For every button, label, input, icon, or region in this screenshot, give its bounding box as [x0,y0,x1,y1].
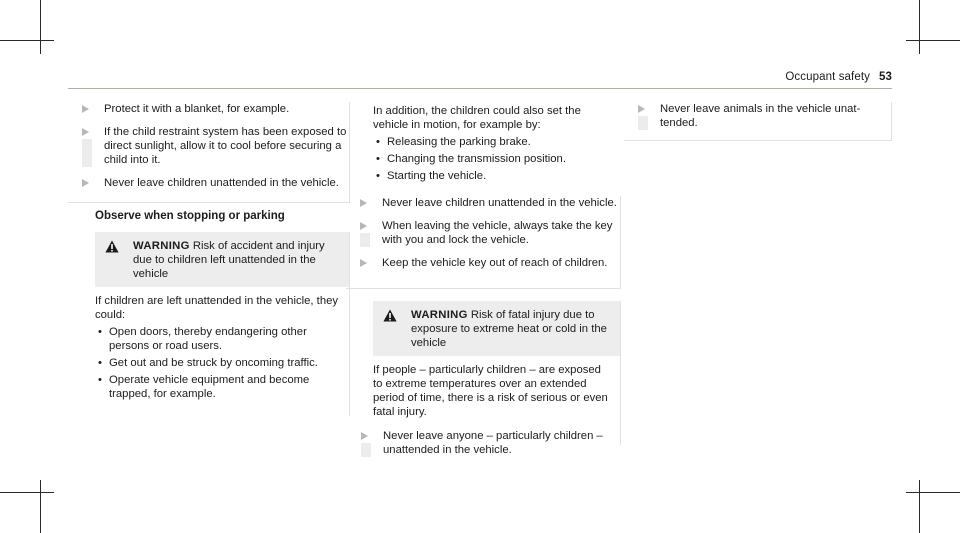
col3-instruction-list [624,102,892,141]
warning-body [373,356,620,472]
warning-label: WARNING [411,309,468,321]
list-item: • Operate vehicle equipment and become trapped, for example. [95,373,341,401]
instruction-item: When leaving the vehicle, always take the key with you and lock the vehicle. [346,219,620,247]
crop-mark [906,492,960,493]
page-number: 53 [879,71,892,83]
warning-title: Risk of accident and injury due to children left unattended in the vehicle [133,240,325,280]
warning-header [373,301,620,356]
instruction-item: Never leave children unattended in the vehicle. [68,176,349,190]
warning-intro: If children are left unattended in the vehicle, they could: [95,295,339,321]
arrow-icon [360,199,367,207]
instruction-item: Protect it with a blanket, for example. [68,102,349,116]
arrow-icon [638,105,645,113]
page-header [785,70,892,84]
bullet-list [373,135,618,183]
crop-mark [40,0,41,54]
list-item: • Starting the vehicle. [373,169,618,183]
arrow-icon [82,105,89,113]
list-item: • Open doors, thereby endangering other persons or road users. [95,325,341,353]
instruction-item: Keep the vehicle key out of reach of children. [346,256,620,270]
warning-box [95,232,350,416]
instruction-item: If the child restraint system has been exposed to direct sunlight, allow it to cool before securing a child into it. [68,125,349,167]
warning-body [95,287,349,410]
crop-mark [919,0,920,54]
section-heading: Observe when stopping or parking [95,210,285,222]
warning-bullet-list [95,325,341,401]
warning-title: Risk of fatal injury due to exposure to extreme heat or cold in the vehicle [411,309,607,349]
col1-instruction-list [68,102,350,203]
col2-instruction-list [346,196,621,289]
crop-mark [919,480,920,533]
instruction-item: Never leave children unattended in the vehicle. [346,196,620,210]
warning-triangle-icon [383,309,397,322]
arrow-icon [360,259,367,267]
list-item: • Changing the transmission position. [373,152,618,166]
arrow-icon [361,432,368,440]
section-title: Occupant safety [785,71,870,83]
crop-mark [40,480,41,533]
crop-mark [906,40,960,41]
warning-header [95,232,349,287]
crop-mark [0,40,54,41]
arrow-icon [82,179,89,187]
instruction-item: Never leave anyone – particularly children – unattended in the vehicle. [347,429,612,457]
warning-label: WARNING [133,240,190,252]
arrow-icon [82,128,89,136]
arrow-icon [360,222,367,230]
col2-intro-block [373,104,618,186]
instruction-item: Never leave animals in the vehicle unattended. [624,102,891,130]
paragraph: In addition, the children could also set the vehicle in motion, for example by: [373,105,581,131]
crop-mark [0,492,54,493]
list-item: • Releasing the parking brake. [373,135,618,149]
warning-box [373,301,621,456]
list-item: • Get out and be struck by oncoming traffic. [95,356,341,370]
header-rule [68,88,892,89]
warning-triangle-icon [105,240,119,253]
warning-paragraph: If people – particularly children – are exposed to extreme temperatures over an extended period of time, there is a risk of serious or even fatal injury. [373,364,608,418]
